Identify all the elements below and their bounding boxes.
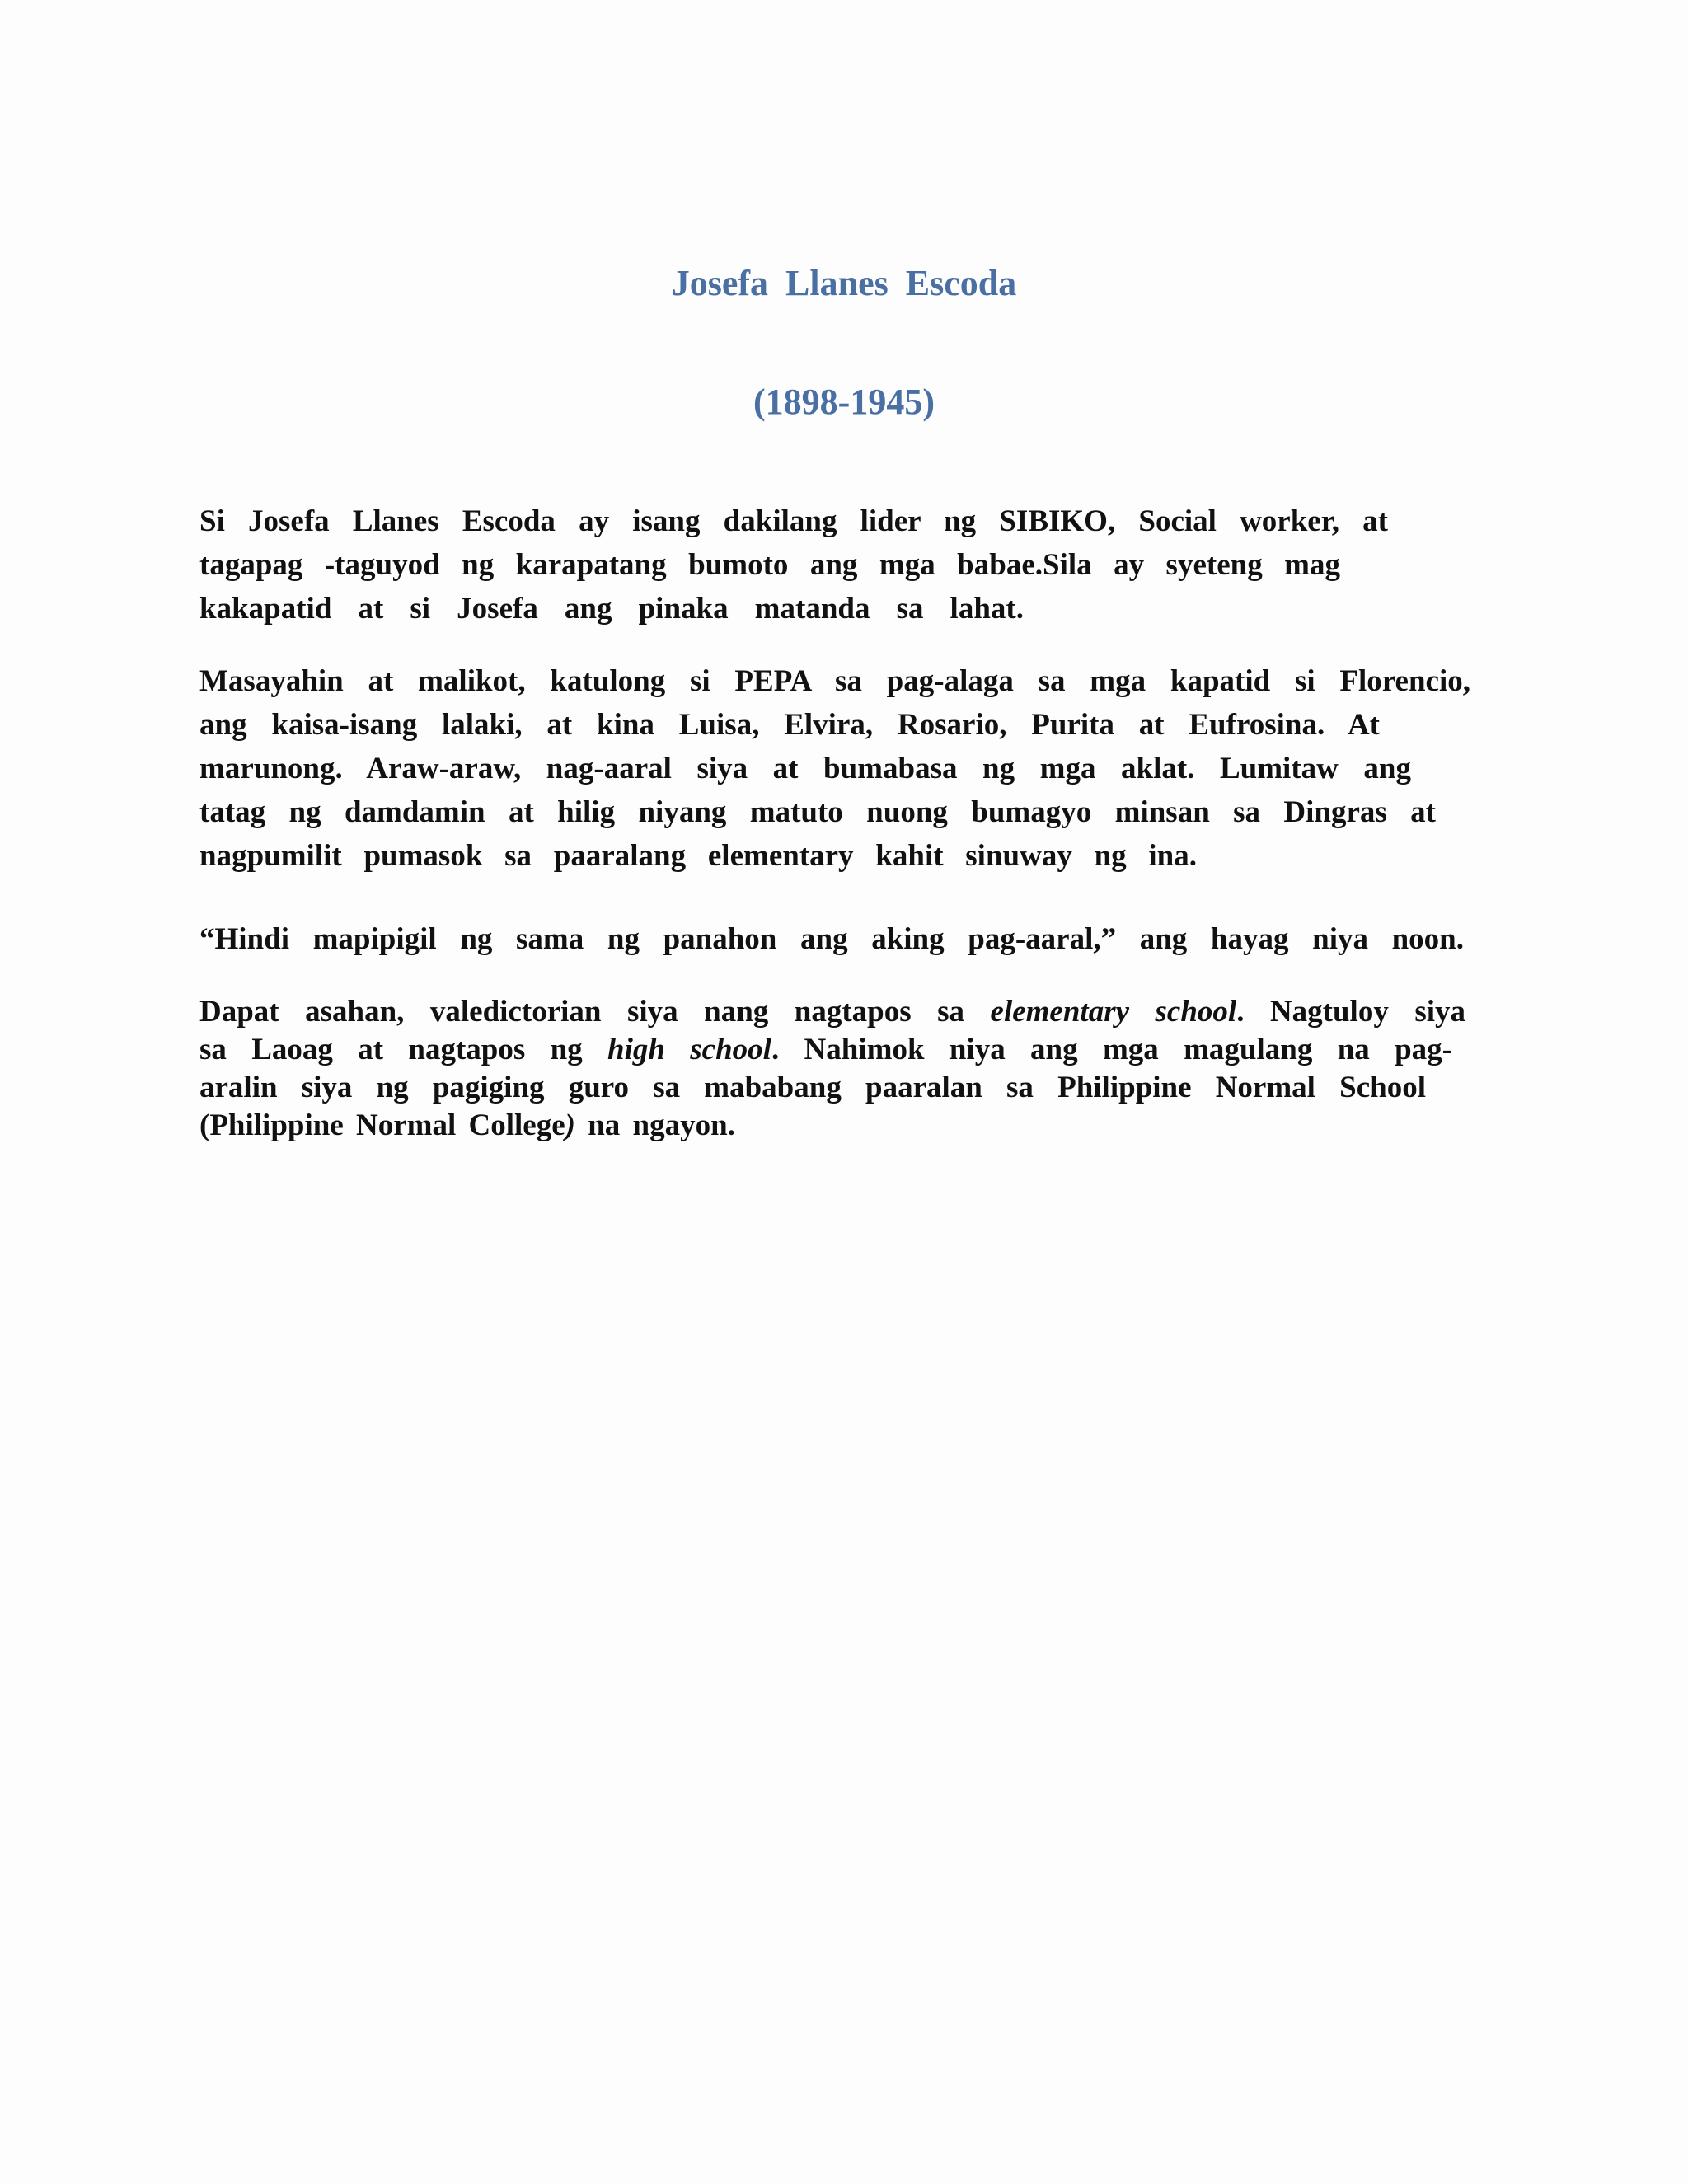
paragraph-line: marunong. Araw-araw, nag-aaral siya at bumabasa ng mga aklat. Lumitaw ang	[199, 752, 1411, 785]
paragraph-intro	[199, 499, 1485, 630]
paragraph-line	[199, 1107, 1485, 1145]
paragraph-childhood	[199, 659, 1485, 878]
italic-text: )	[565, 1108, 575, 1142]
text-segment: . Nagtuloy siya	[1236, 995, 1466, 1029]
text-segment: na ngayon.	[574, 1108, 735, 1142]
paragraph-line	[199, 1031, 1452, 1069]
italic-text: elementary school	[990, 995, 1237, 1029]
quote-line: “Hindi mapipigil ng sama ng panahon ang aking pag-aaral,” ang hayag niya noon.	[199, 922, 1464, 956]
paragraph-line: nagpumilit pumasok sa paaralang elementary kahit sinuway ng ina.	[199, 839, 1197, 873]
document-title: Josefa Llanes Escoda	[671, 263, 1017, 303]
text-segment: (Philippine Normal College	[199, 1108, 565, 1142]
paragraph-line: ang kaisa-isang lalaki, at kina Luisa, Elvira, Rosario, Purita at Eufrosina. At	[199, 708, 1380, 742]
paragraph-line	[199, 993, 1465, 1031]
paragraph-line: Masayahin at malikot, katulong si PEPA sa pag-alaga sa mga kapatid si Florencio,	[199, 664, 1470, 698]
paragraph-line: Si Josefa Llanes Escoda ay isang dakilang lider ng SIBIKO, Social worker, at	[199, 504, 1388, 538]
quote-paragraph	[199, 917, 1485, 961]
paragraph-line: tatag ng damdamin at hilig niyang matuto nuong bumagyo minsan sa Dingras at	[199, 795, 1436, 829]
paragraph-education	[199, 993, 1485, 1145]
paragraph-line: aralin siya ng pagiging guro sa mababang paaralan sa Philippine Normal School	[199, 1071, 1426, 1104]
paragraph-line: tagapag -taguyod ng karapatang bumoto ang mga babae.Sila ay syeteng mag	[199, 548, 1340, 582]
text-segment: . Nahimok niya ang mga magulang na pag-	[771, 1033, 1452, 1066]
text-segment: Dapat asahan, valedictorian siya nang nagtapos sa	[199, 995, 991, 1029]
text-segment: sa Laoag at nagtapos ng	[199, 1033, 608, 1066]
life-years: (1898-1945)	[753, 382, 935, 422]
paragraph-line: kakapatid at si Josefa ang pinaka matanda sa lahat.	[199, 592, 1024, 626]
italic-text: high school	[607, 1033, 771, 1066]
